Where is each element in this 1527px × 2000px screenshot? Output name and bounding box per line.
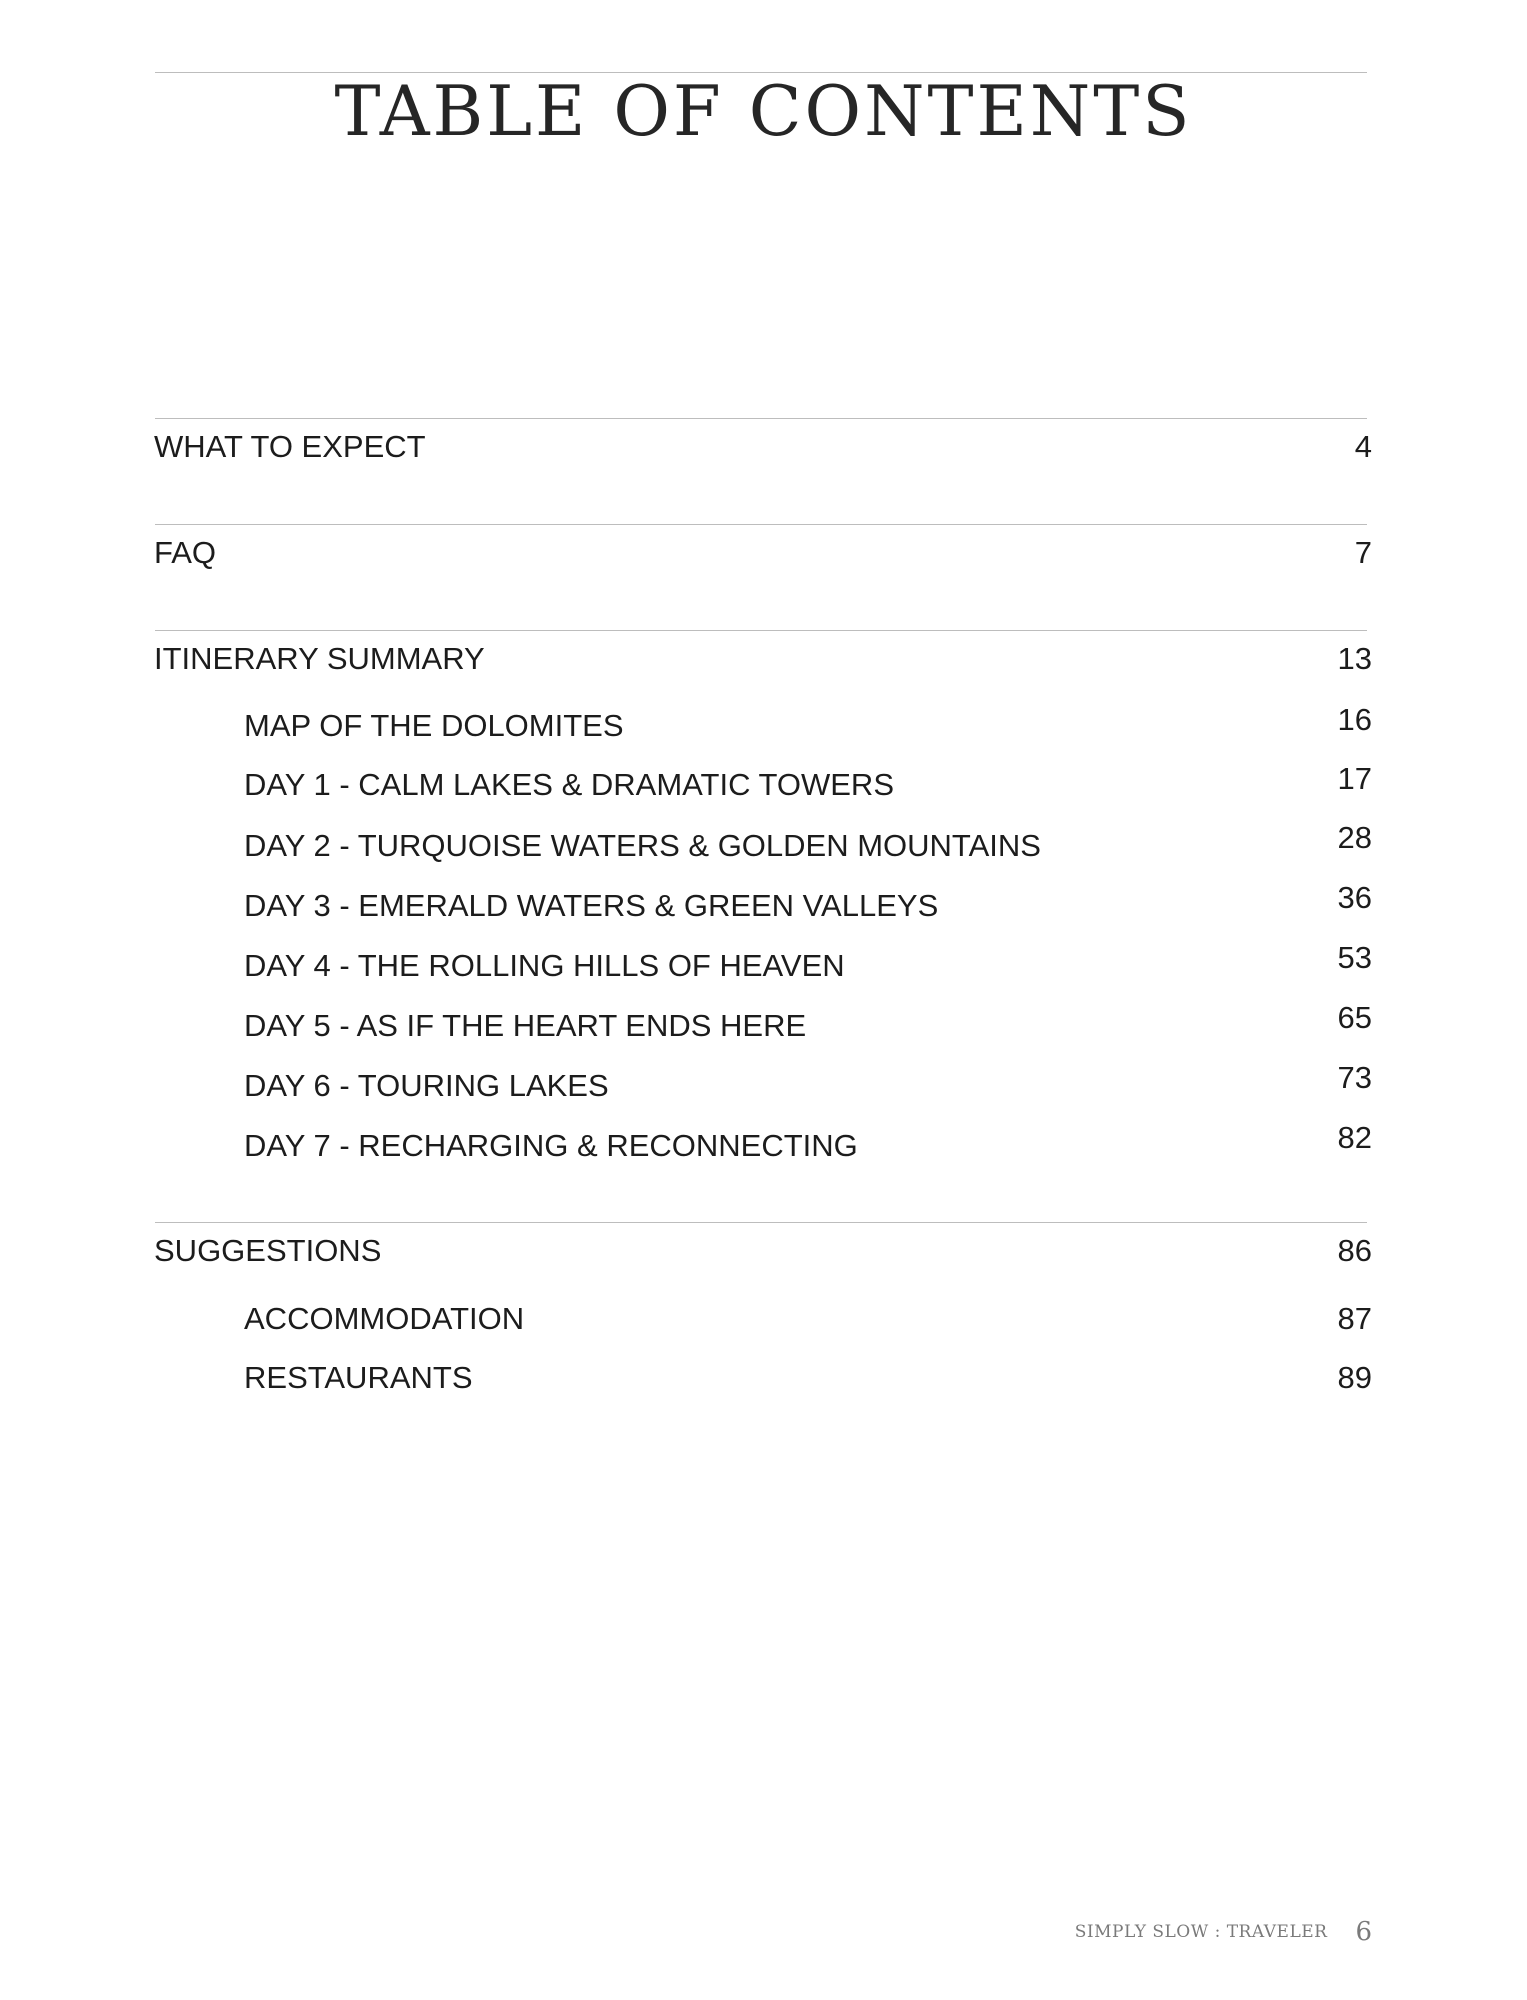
toc-entry-itinerary-summary[interactable]	[0, 641, 1527, 681]
section-divider	[155, 1222, 1367, 1223]
toc-subentry-page-number: 28	[1337, 820, 1372, 855]
toc-entry-label: WHAT TO EXPECT	[154, 429, 426, 464]
toc-entry-page-number: 86	[1337, 1233, 1372, 1268]
toc-subentry-label: ACCOMMODATION	[244, 1301, 525, 1336]
toc-subentry-day-5[interactable]	[0, 1000, 1527, 1048]
toc-entry-faq[interactable]	[0, 535, 1527, 575]
toc-subentry-label: DAY 2 - TURQUOISE WATERS & GOLDEN MOUNTAINS	[244, 828, 1041, 863]
section-divider	[155, 524, 1367, 525]
toc-subentry-label: MAP OF THE DOLOMITES	[244, 708, 624, 743]
toc-entry-suggestions[interactable]	[0, 1233, 1527, 1273]
page-title: TABLE OF CONTENTS	[334, 72, 1193, 152]
toc-subentry-day-1[interactable]	[0, 761, 1527, 807]
toc-subentry-day-6[interactable]	[0, 1060, 1527, 1108]
toc-subentry-accommodation[interactable]	[0, 1301, 1527, 1341]
toc-entry-page-number: 7	[1354, 535, 1372, 570]
toc-entry-label: ITINERARY SUMMARY	[154, 641, 485, 676]
footer-page-number: 6	[1355, 1917, 1372, 1947]
toc-subentry-day-4[interactable]	[0, 940, 1527, 988]
toc-subentry-page-number: 17	[1337, 761, 1372, 796]
section-divider	[155, 418, 1367, 419]
toc-entry-what-to-expect[interactable]	[0, 429, 1527, 469]
toc-subentry-label: RESTAURANTS	[244, 1360, 473, 1395]
toc-entry-label: SUGGESTIONS	[154, 1233, 382, 1268]
toc-subentry-day-2[interactable]	[0, 820, 1527, 868]
toc-subentry-page-number: 16	[1337, 702, 1372, 737]
toc-subentry-label: DAY 7 - RECHARGING & RECONNECTING	[244, 1128, 858, 1163]
toc-subentry-day-7[interactable]	[0, 1120, 1527, 1168]
toc-subentry-restaurants[interactable]	[0, 1360, 1527, 1400]
toc-subentry-page-number: 89	[1337, 1360, 1372, 1395]
toc-subentry-label: DAY 3 - EMERALD WATERS & GREEN VALLEYS	[244, 888, 939, 923]
toc-subentry-label: DAY 5 - AS IF THE HEART ENDS HERE	[244, 1008, 807, 1043]
footer-brand: SIMPLY SLOW : TRAVELER	[1074, 1922, 1328, 1942]
toc-subentry-page-number: 65	[1337, 1000, 1372, 1035]
toc-subentry-map-of-the-dolomites[interactable]	[0, 702, 1527, 748]
toc-subentry-label: DAY 1 - CALM LAKES & DRAMATIC TOWERS	[244, 767, 895, 802]
toc-entry-page-number: 4	[1354, 429, 1372, 464]
toc-subentry-label: DAY 4 - THE ROLLING HILLS OF HEAVEN	[244, 948, 845, 983]
toc-subentry-day-3[interactable]	[0, 880, 1527, 928]
toc-subentry-label: DAY 6 - TOURING LAKES	[244, 1068, 609, 1103]
toc-subentry-page-number: 82	[1337, 1120, 1372, 1155]
section-divider	[155, 630, 1367, 631]
toc-entry-page-number: 13	[1337, 641, 1372, 676]
toc-subentry-page-number: 53	[1337, 940, 1372, 975]
toc-subentry-page-number: 36	[1337, 880, 1372, 915]
toc-subentry-page-number: 87	[1337, 1301, 1372, 1336]
page-footer	[1075, 1917, 1372, 1947]
toc-subentry-page-number: 73	[1337, 1060, 1372, 1095]
toc-entry-label: FAQ	[154, 535, 217, 570]
